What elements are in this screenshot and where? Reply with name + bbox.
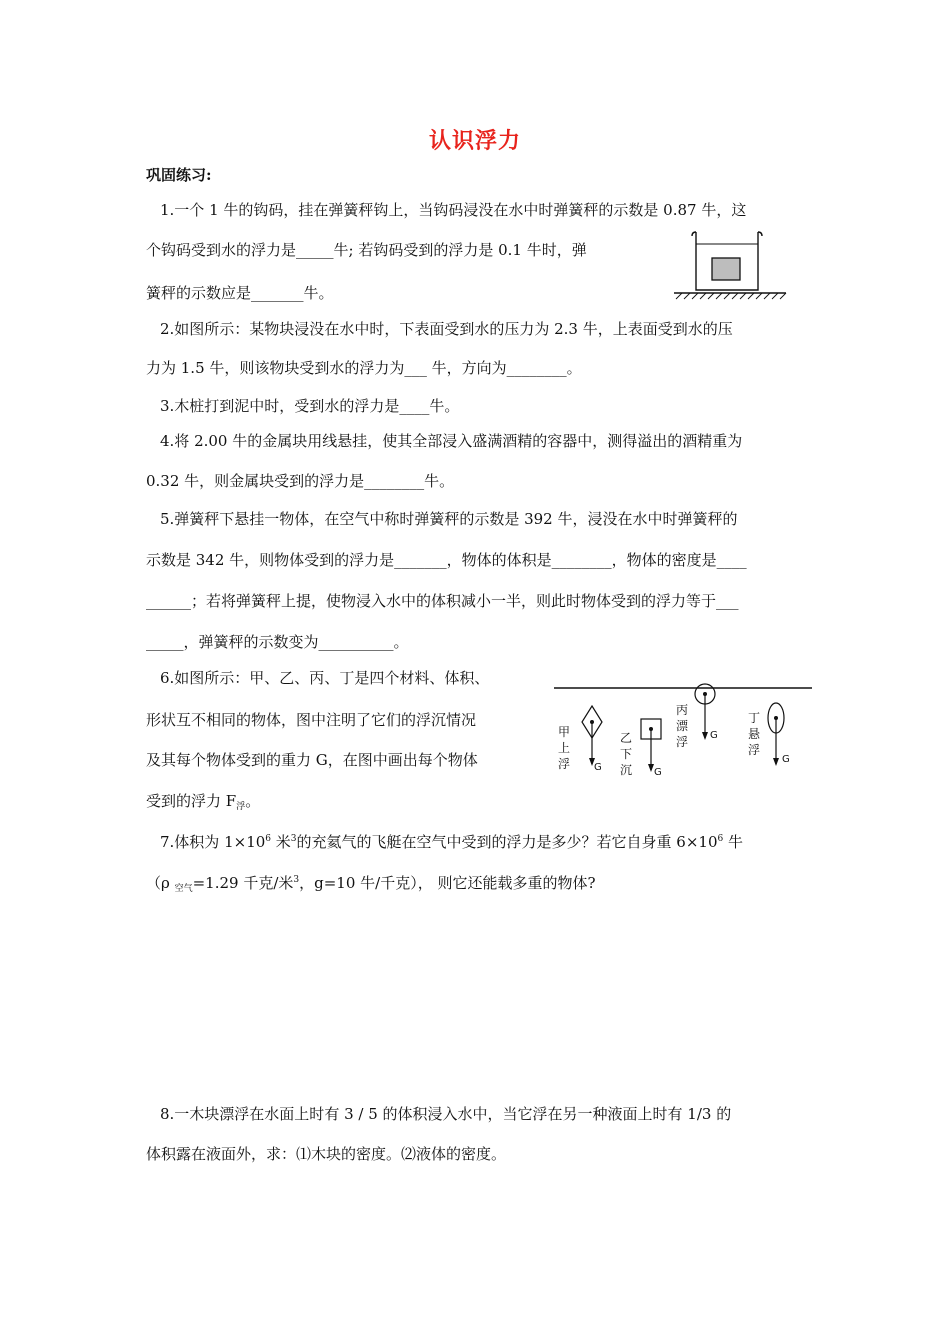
jia-label-3: 浮 xyxy=(558,757,571,771)
q3-line-1: 3.木桩打到泥中时，受到水的浮力是____牛。 xyxy=(160,397,460,415)
object-bing xyxy=(676,684,718,749)
q5-line-1: 5.弹簧秤下悬挂一物体，在空气中称时弹簧秤的示数是 392 牛，浸没在水中时弹簧秤的 xyxy=(160,510,738,528)
q2-line-2: 力为 1.5 牛，则该物块受到水的浮力为___ 牛，方向为________。 xyxy=(146,359,582,377)
section-heading: 巩固练习: xyxy=(146,166,212,184)
yi-g-label: G xyxy=(654,767,662,778)
jia-label-1: 甲 xyxy=(558,725,571,739)
q5-line-4: _____，弹簧秤的示数变为__________。 xyxy=(146,633,409,651)
q7-air-subscript: 空气 xyxy=(174,884,193,894)
q7-text-d: 牛 xyxy=(723,833,744,851)
q6-line-1: 6.如图所示：甲、乙、丙、丁是四个材料、体积、 xyxy=(160,669,490,687)
q5-line-2: 示数是 342 牛，则物体受到的浮力是_______，物体的体积是________，物体的密度是____ xyxy=(146,551,747,569)
floating-objects-figure xyxy=(550,678,815,778)
q7-text-c: 的充氦气的飞艇在空气中受到的浮力是多少？若它自身重 6×10 xyxy=(296,833,718,851)
bing-label-3: 浮 xyxy=(676,735,689,749)
q8-line-2: 体积露在液面外，求：⑴木块的密度。⑵液体的密度。 xyxy=(146,1145,507,1163)
yi-label-1: 乙 xyxy=(620,731,633,745)
ding-label-2: 悬 xyxy=(748,727,761,741)
jia-g-label: G xyxy=(594,762,602,773)
ding-label-3: 浮 xyxy=(748,743,761,757)
page-title: 认识浮力 xyxy=(428,128,521,154)
q1-line-2: 个钩码受到水的浮力是_____牛; 若钩码受到的浮力是 0.1 牛时，弹 xyxy=(146,241,587,259)
yi-label-3: 沉 xyxy=(620,763,633,777)
bing-g-label: G xyxy=(710,730,718,741)
beaker-figure xyxy=(670,228,790,300)
jia-label-2: 上 xyxy=(558,741,571,755)
q5-line-3: ______；若将弹簧秤上提，使物浸入水中的体积减小一半，则此时物体受到的浮力等于___ xyxy=(146,592,739,610)
q7-text-f: =1.29 千克/米 xyxy=(192,874,294,892)
q6-subscript: 浮 xyxy=(236,802,246,812)
q7-cube-1: 3 xyxy=(290,834,297,844)
q8-line-1: 8.一木块漂浮在水面上时有 3 / 5 的体积浸入水中，当它浮在另一种液面上时有 1/3 的 xyxy=(160,1105,732,1123)
q7-text-e: （ρ xyxy=(146,874,175,892)
q7-exp-1: 6 xyxy=(265,834,272,844)
object-yi xyxy=(620,719,662,778)
q2-line-1: 2.如图所示：某物块浸没在水中时，下表面受到水的压力为 2.3 牛，上表面受到水的压 xyxy=(160,320,733,338)
q7-text-g: ，g=10 牛/千克）， 则它还能载多重的物体? xyxy=(299,874,596,892)
ding-label-1: 丁 xyxy=(748,711,761,725)
q7-line-1 xyxy=(160,829,743,852)
q1-line-1: 1.一个 1 牛的钩码，挂在弹簧秤钩上，当钩码浸没在水中时弹簧秤的示数是 0.87 牛，这 xyxy=(160,201,747,219)
bing-label-2: 漂 xyxy=(676,719,689,733)
q7-line-2 xyxy=(146,870,596,899)
object-ding xyxy=(748,703,790,766)
object-jia xyxy=(558,706,602,773)
q7-exp-2: 6 xyxy=(717,834,724,844)
q1-line-3: 簧秤的示数应是_______牛。 xyxy=(146,284,334,302)
q7-text-b: 米 xyxy=(271,833,291,851)
q6-line-2: 形状互不相同的物体，图中注明了它们的浮沉情况 xyxy=(146,711,477,729)
q6-line-4-end: 。 xyxy=(245,792,261,810)
q6-line-4 xyxy=(146,791,260,817)
q7-cube-2: 3 xyxy=(293,875,300,885)
q4-line-2: 0.32 牛，则金属块受到的浮力是________牛。 xyxy=(146,472,455,490)
q4-line-1: 4.将 2.00 牛的金属块用线悬挂，使其全部浸入盛满酒精的容器中，测得溢出的酒精重为 xyxy=(160,432,743,450)
q6-line-4-text: 受到的浮力 F xyxy=(146,792,237,810)
q7-text-a: 7.体积为 1×10 xyxy=(160,833,266,851)
q6-line-3: 及其每个物体受到的重力 G，在图中画出每个物体 xyxy=(146,751,478,769)
yi-label-2: 下 xyxy=(620,747,633,761)
bing-label-1: 丙 xyxy=(676,703,689,717)
ding-g-label: G xyxy=(782,754,790,765)
